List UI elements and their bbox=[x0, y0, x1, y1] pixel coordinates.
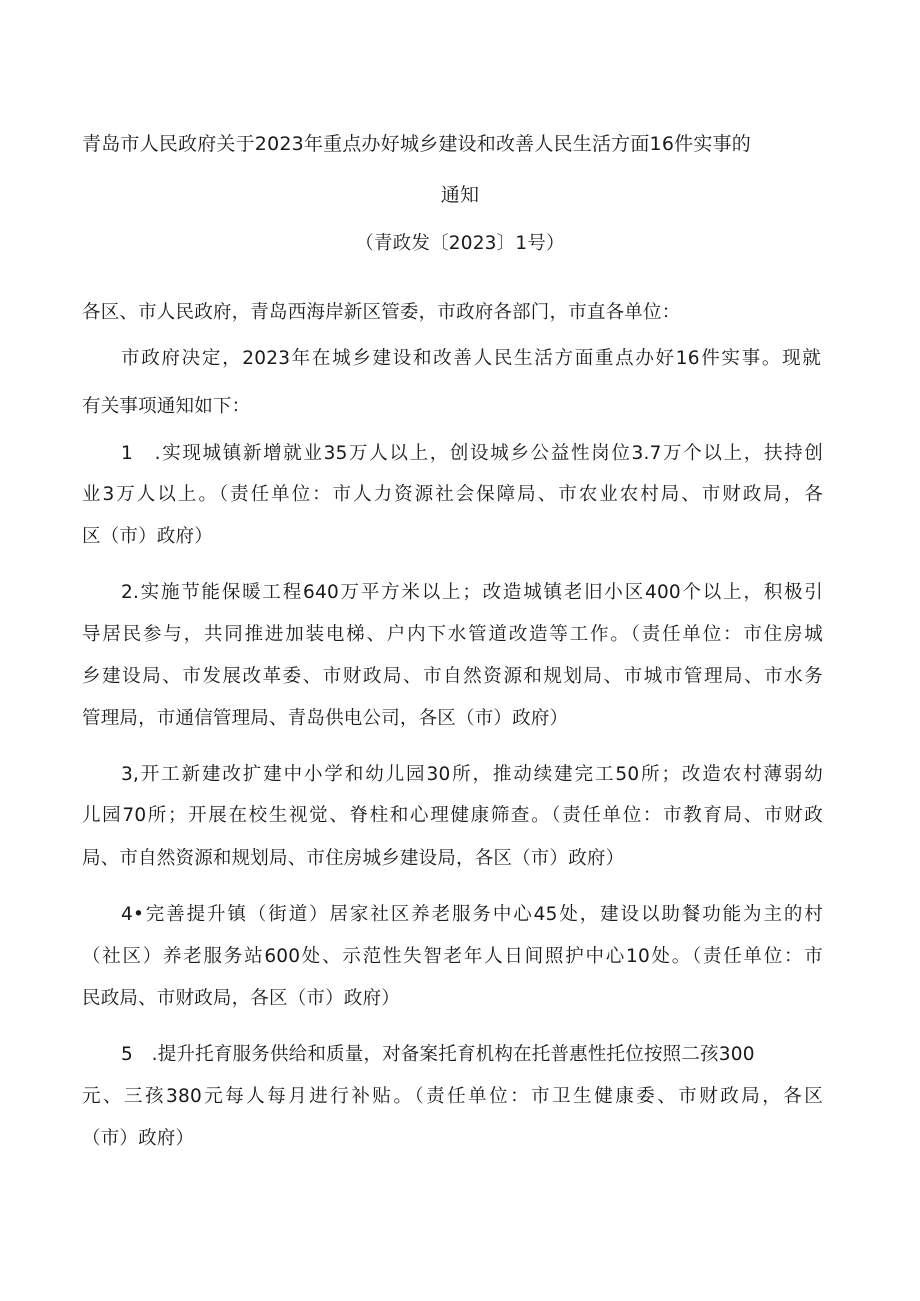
item-5-line-2: 元、三孩380元每人每月进行补贴。（责任单位：市卫生健康委、市财政局，各区 bbox=[82, 1086, 823, 1107]
intro-line-2: 有关事项通知如下： bbox=[82, 396, 251, 417]
item-3-line-2: 儿园70所；开展在校生视觉、脊柱和心理健康筛查。（责任单位：市教育局、市财政 bbox=[82, 805, 823, 826]
item-5-line-1: 5 .提升托育服务供给和质量，对备案托育机构在托普惠性托位按照二孩300 bbox=[121, 1044, 755, 1065]
item-4-line-3: 民政局、市财政局，各区（市）政府） bbox=[82, 988, 400, 1009]
intro-line-1: 市政府决定，2023年在城乡建设和改善人民生活方面重点办好16件实事。现就 bbox=[121, 348, 821, 369]
item-2-line-4: 管理局，市通信管理局、青岛供电公司，各区（市）政府） bbox=[82, 708, 569, 729]
item-1-line-2: 业3万人以上。（责任单位：市人力资源社会保障局、市农业农村局、市财政局，各 bbox=[82, 484, 823, 505]
item-5-line-3: （市）政府） bbox=[82, 1128, 195, 1149]
item-2-line-2: 导居民参与，共同推进加装电梯、户内下水管道改造等工作。（责任单位：市住房城 bbox=[82, 624, 823, 645]
item-4-line-1: 4•完善提升镇（街道）居家社区养老服务中心45处，建设以助餐功能为主的村 bbox=[121, 904, 823, 925]
salutation: 各区、市人民政府，青岛西海岸新区管委，市政府各部门，市直各单位： bbox=[82, 302, 681, 323]
item-2-line-1: 2.实施节能保暖工程640万平方米以上；改造城镇老旧小区400个以上，积极引 bbox=[121, 582, 823, 603]
item-4-line-2: （社区）养老服务站600处、示范性失智老年人日间照护中心10处。（责任单位：市 bbox=[82, 946, 823, 967]
item-1-line-1: 1 .实现城镇新增就业35万人以上，创设城乡公益性岗位3.7万个以上，扶持创 bbox=[121, 443, 823, 464]
title-line-2: 通知 bbox=[440, 184, 480, 206]
item-1-line-3: 区（市）政府） bbox=[82, 526, 213, 547]
item-2-line-3: 乡建设局、市发展改革委、市财政局、市自然资源和规划局、市城市管理局、市水务 bbox=[82, 666, 823, 687]
title-line-1: 青岛市人民政府关于2023年重点办好城乡建设和改善人民生活方面16件实事的 bbox=[82, 133, 751, 155]
item-3-line-3: 局、市自然资源和规划局、市住房城乡建设局，各区（市）政府） bbox=[82, 848, 625, 869]
document-number: （青政发〔2023〕1号） bbox=[355, 233, 565, 254]
item-3-line-1: 3,开工新建改扩建中小学和幼儿园30所，推动续建完工50所；改造农村薄弱幼 bbox=[121, 764, 823, 785]
